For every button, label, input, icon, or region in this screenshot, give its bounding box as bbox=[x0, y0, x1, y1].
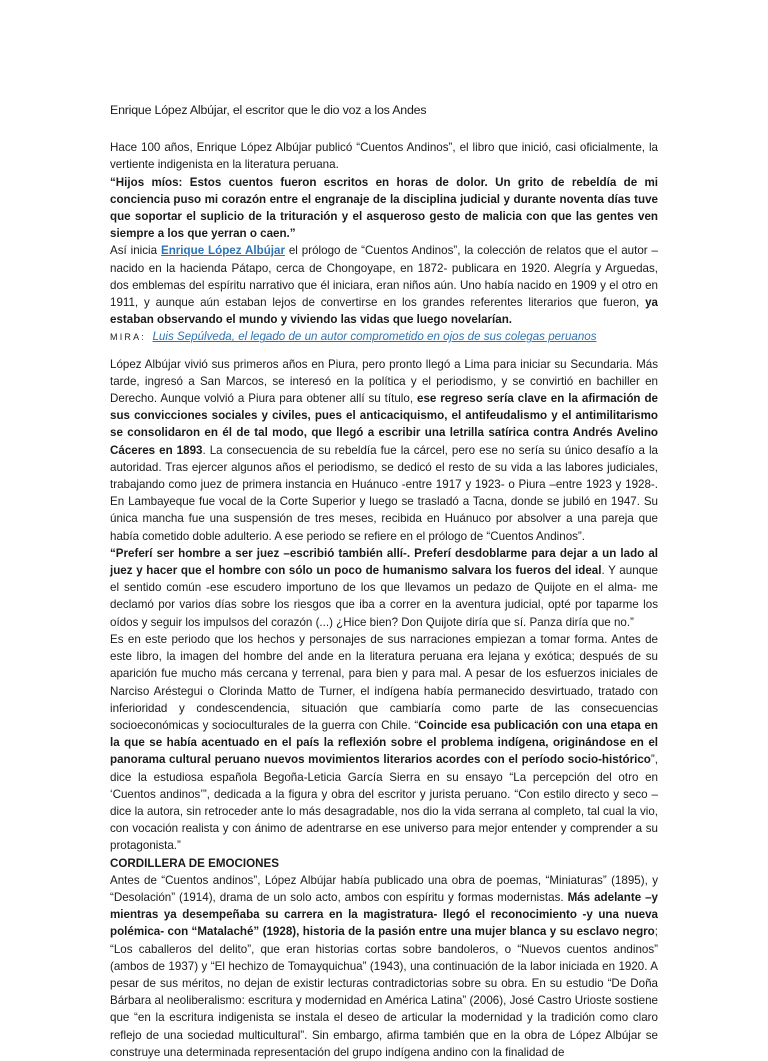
related-article-link[interactable]: Luis Sepúlveda, el legado de un autor comprometido en ojos de sus colegas peruanos bbox=[152, 330, 597, 344]
period-paragraph bbox=[110, 631, 658, 855]
prologue-text-a: Así inicia bbox=[110, 244, 161, 258]
judge-quote-text: . Y aunque el sentido común -ese escudero importuno de los que llevamos un pedazo de Quijote en el alma- me declamó por varios días sobre los riesgos que iba a correr en la aventura judicial, opté por taparme los oídos y seguir los impulsos del corazón (...) ¿Hice bien? Don Quijote diría que sí. Panza diría que no.” bbox=[110, 564, 658, 629]
judge-quote-bold: “Preferí ser hombre a ser juez –escribió también allí-. Preferí desdoblarme para dejar a un lado al juez y hacer que el hombre con sólo un poco de humanismo salvara los fueros del ideal bbox=[110, 546, 658, 578]
mira-label: MIRA: bbox=[110, 332, 147, 343]
period-text-b: ”, dice la estudiosa española Begoña-Leticia García Sierra en su ensayo “La percepción del otro en ‘Cuentos andinos’”, dedicada a la figura y obra del escritor y jurista peruano. “Con estilo directo y seco –dice la autora, sin retroceder ante lo más desagradable, nos dio la vida serrana al completo, tal cual la vio, con vocación realista y con ánimo de adentrarse en ese universo para mejor entender y comprender a su protagonista.” bbox=[110, 753, 658, 853]
intro-paragraph: Hace 100 años, Enrique López Albújar publicó “Cuentos Andinos”, el libro que inició, casi oficialmente, la vertiente indigenista en la literatura peruana. bbox=[110, 141, 658, 172]
prologue-quote bbox=[110, 174, 658, 243]
period-bold: Coincide esa publicación con una etapa en la que se había acentuado en el país la reflexión sobre el problema indígena, originándose en el panorama cultural peruano nuevos movimientos literarios acordes con el período socio-histórico bbox=[110, 718, 658, 767]
section-heading: CORDILLERA DE EMOCIONES bbox=[110, 856, 279, 870]
works-text-b: ; “Los caballeros del delito”, que eran historias cortas sobre bandoleros, o “Nuevos cuentos andinos” (ambos de 1937) y “El hechizo de Tomayquichua” (1943), una continuación de la labor iniciada en 1920. A pesar de sus méritos, no dejan de existir lecturas contradictorias sobre su obra. En su estudio “De Doña Bárbara al neoliberalismo: escritura y modernidad en América Latina” (2006), José Castro Urioste sostiene que “en la escritura indigenista se instala el deseo de articular la modernidad y la tradición como claro reflejo de una sociedad multicultural”. Sin embargo, afirma también que en la obra de López Albújar se construye una determinada representación del grupo indígena andino con la finalidad de bbox=[110, 925, 658, 1059]
prologue-quote-text: “Hijos míos: Estos cuentos fueron escritos en horas de dolor. Un grito de rebeldía de mi conciencia puso mi corazón entre el engranaje de la disciplina judicial y durante noventa días tuve que soportar el suplicio de la trituración y el asqueroso gesto de malicia con que las gentes ven siempre a los que yerran o caen.” bbox=[110, 175, 658, 241]
biography-text-a: López Albújar vivió sus primeros años en Piura, pero pronto llegó a Lima para iniciar su Secundaria. Más tarde, ingresó a San Marcos, se interesó en la política y el periodismo, y se convirtió en bachiller en Derecho. Aunque volvió a Piura para obtener allí su título, bbox=[110, 357, 658, 406]
article-title: Enrique López Albújar, el escritor que le dio voz a los Andes bbox=[110, 103, 427, 117]
biography-text-b: . La consecuencia de su rebeldía fue la cárcel, pero ese no sería su único desafío a la autoridad. Tras ejercer algunos años el periodismo, se dedicó el resto de su vida a las labores judiciales, trabajando como juez de primera instancia en Huánuco -entre 1917 y 1923- o Piura –entre 1923 y 1928-. En Lambayeque fue vocal de la Corte Superior y luego se trasladó a Tacna, donde se jubiló en 1947. Su única mancha fue una suspensión de tres meses, recibida en Huánuco por absolver a una pareja que había cometido doble adulterio. A ese periodo se refiere en el prólogo de “Cuentos Andinos”. bbox=[110, 443, 658, 543]
judge-quote-paragraph bbox=[110, 545, 658, 631]
author-link[interactable]: Enrique López Albújar bbox=[160, 244, 285, 258]
biography-paragraph bbox=[110, 356, 658, 545]
period-text-a: Es en este periodo que los hechos y personajes de sus narraciones empiezan a tomar forma. Antes de este libro, la imagen del hombre del ande en la literatura peruana era lejana y exótica; después de su aparición fue mucho más cercana y terrenal, para bien y para mal. A pesar de los esfuerzos iniciales de Narciso Aréstegui o Clorinda Matto de Turner, el indígena había permanecido desvirtuado, tratado con inferioridad y condescendencia, situación que cambiaría como parte de las consecuencias socioeconómicas y socioculturales de la guerra con Chile. “ bbox=[110, 632, 658, 732]
prologue-text-b: el prólogo de “Cuentos Andinos”, la colección de relatos que el autor –nacido en la hacienda Pátapo, cerca de Chongoyape, en 1872- publicara en 1920. Alegría y Arguedas, dos emblemas del espíritu narrativo que él iniciara, eran niños aún. Uno había nacido en 1909 y el otro en 1911, y aunque aún estaban lejos de convertirse en los grandes referentes literarios que fueron, bbox=[110, 244, 658, 310]
works-text-a: Antes de “Cuentos andinos”, López Albújar había publicado una obra de poemas, “Miniaturas” (1895), y “Desolación” (1914), drama de un solo acto, ambos con espíritu y formas modernistas. bbox=[110, 873, 658, 904]
works-paragraph bbox=[110, 872, 658, 1061]
prologue-paragraph bbox=[110, 242, 658, 328]
works-bold: Más adelante –y mientras ya desempeñaba su carrera en la magistratura- llegó el reconocimiento -y una nueva polémica- con “Matalaché” (1928), historia de la pasión entre una mujer blanca y su esclavo negro bbox=[110, 890, 659, 939]
prologue-bold: ya estaban observando el mundo y viviendo las vidas que luego novelarían. bbox=[110, 296, 658, 327]
article bbox=[110, 102, 658, 1061]
mira-line bbox=[110, 328, 658, 346]
biography-bold: ese regreso sería clave en la afirmación de sus convicciones sociales y civiles, pues el anticaciquismo, el antifeudalismo y el antimilitarismo se consolidaron en él de tal modo, que llegó a escribir una letrilla satírica contra Andrés Avelino Cáceres en 1893 bbox=[110, 392, 658, 457]
